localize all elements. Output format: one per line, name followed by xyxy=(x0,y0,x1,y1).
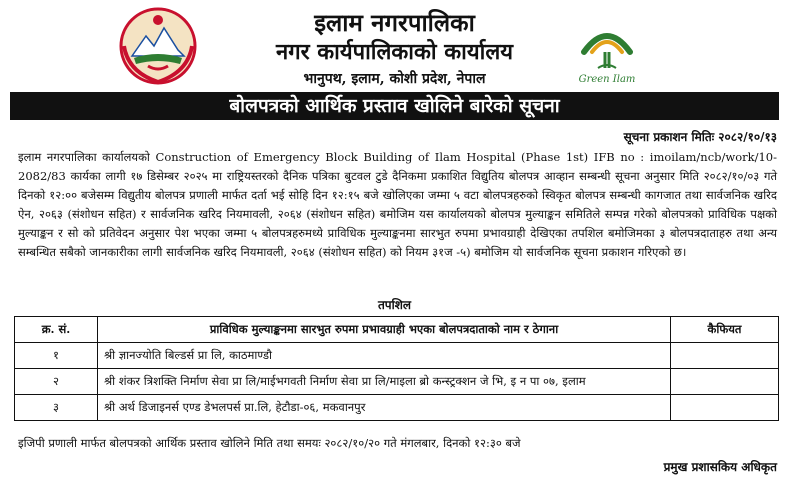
table-header-row xyxy=(15,317,779,343)
row-remark xyxy=(671,369,779,395)
table-row xyxy=(15,395,779,421)
green-ilam-logo-text: Green Ilam xyxy=(578,74,636,85)
row-sn: २ xyxy=(15,369,98,395)
schedule-title: तपशिल xyxy=(377,298,412,312)
row-remark xyxy=(671,395,779,421)
green-ilam-logo-icon xyxy=(572,18,642,88)
notice-body: इलाम नगरपालिका कार्यालयको Construction of Emergency Block Building of Ilam Hospital (Phase 1st) IFB no : imoilam/ncb/work/10-2082/83 कार्यका लागी १७ डिसेम्बर २०२५ मा राष्ट्रियस्तरको दैनिक पत्रिका बुटवल टुडे दैनिकमा प्रकाशित विद्युतिय बोलपत्र आव्हान सम्बन्धी सूचना अनुसार मिति २०८२/१०/०३ गते दिनको १२:०० बजेसम्म विद्युतीय बोलपत्र प्रणाली मार्फत दर्ता भई सोहि दिन १२:१५ बजे खोलिएका जम्मा ५ वटा बोलपत्रहरुको स्विकृत बोलपत्र सम्बन्धी कागजात तथा सार्वजनिक खरिद ऐन, २०६३ (संशोधन सहित) र सार्वजनिक खरिद नियमावली, २०६४ (संशोधन सहित) बमोजिम यस कार्यालयको बोलपत्र मुल्याङ्कन समितिले सम्पन्न गरेको बोलपत्रको प्राविधिक पक्षको मुल्याङ्कन र सो को प्रतिवेदन अनुसार पेश भएका जम्मा ५ बोलपत्रहरुमध्ये प्राविधिक मुल्याङ्कनमा सारभुत रुपमा प्रभावग्राही देखिएका तपशिल बमोजिमका ३ बोलपत्रदाताहरु तथा अन्य सम्बन्धित सबैको जानकारीका लागी सार्वजनिक खरिद नियमावली, २०६४ (संशोधन सहित) को नियम ३१ज -५) बमोजिम यो सार्वजनिक सूचना प्रकाशन गरिएको छ। xyxy=(18,150,777,259)
office-name: नगर कार्यपालिकाको कार्यालय xyxy=(276,39,513,65)
letterhead xyxy=(0,0,789,90)
row-bidder-name: श्री शंकर त्रिशक्ति निर्माण सेवा प्रा लि/माईभगवती निर्माण सेवा प्रा लि/माइला ब्रो कन्स्ट्रक्शन जे भि, इ न पा ०७, इलाम xyxy=(98,369,671,395)
municipality-name: इलाम नगरपालिका xyxy=(314,8,475,37)
row-bidder-name: श्री अर्थ डिजाइनर्स एण्ड डेभलपर्स प्रा.लि, हेटौडा-०६, मकवानपुर xyxy=(98,395,671,421)
table-row xyxy=(15,343,779,369)
row-remark xyxy=(671,343,779,369)
row-bidder-name: श्री ज्ञानज्योति बिल्डर्स प्रा लि, काठमाण्डौ xyxy=(98,343,671,369)
office-address: भानुपथ, इलाम, कोशी प्रदेश, नेपाल xyxy=(303,71,486,87)
notice-title: बोलपत्रको आर्थिक प्रस्ताव खोलिने बारेको सूचना xyxy=(10,92,779,120)
bidder-table xyxy=(14,316,779,421)
header-remark: कैफियत xyxy=(671,317,779,343)
header-bidder-name: प्राविधिक मुल्याङ्कनमा सारभुत रुपमा प्रभावग्राही भएका बोलपत्रदाताको नाम र ठेगाना xyxy=(98,317,671,343)
row-sn: ३ xyxy=(15,395,98,421)
signatory-title: प्रमुख प्रशासकिय अधिकृत xyxy=(663,460,777,474)
header-sn: क्र. सं. xyxy=(15,317,98,343)
publish-date: सूचना प्रकाशन मितिः २०८२/१०/१३ xyxy=(623,130,777,144)
row-sn: १ xyxy=(15,343,98,369)
table-row xyxy=(15,369,779,395)
opening-date-time: इजिपी प्रणाली मार्फत बोलपत्रको आर्थिक प्रस्ताव खोलिने मिति तथा समयः २०८२/१०/२० गते मंगलबार, दिनको १२:३० बजे xyxy=(18,436,521,450)
